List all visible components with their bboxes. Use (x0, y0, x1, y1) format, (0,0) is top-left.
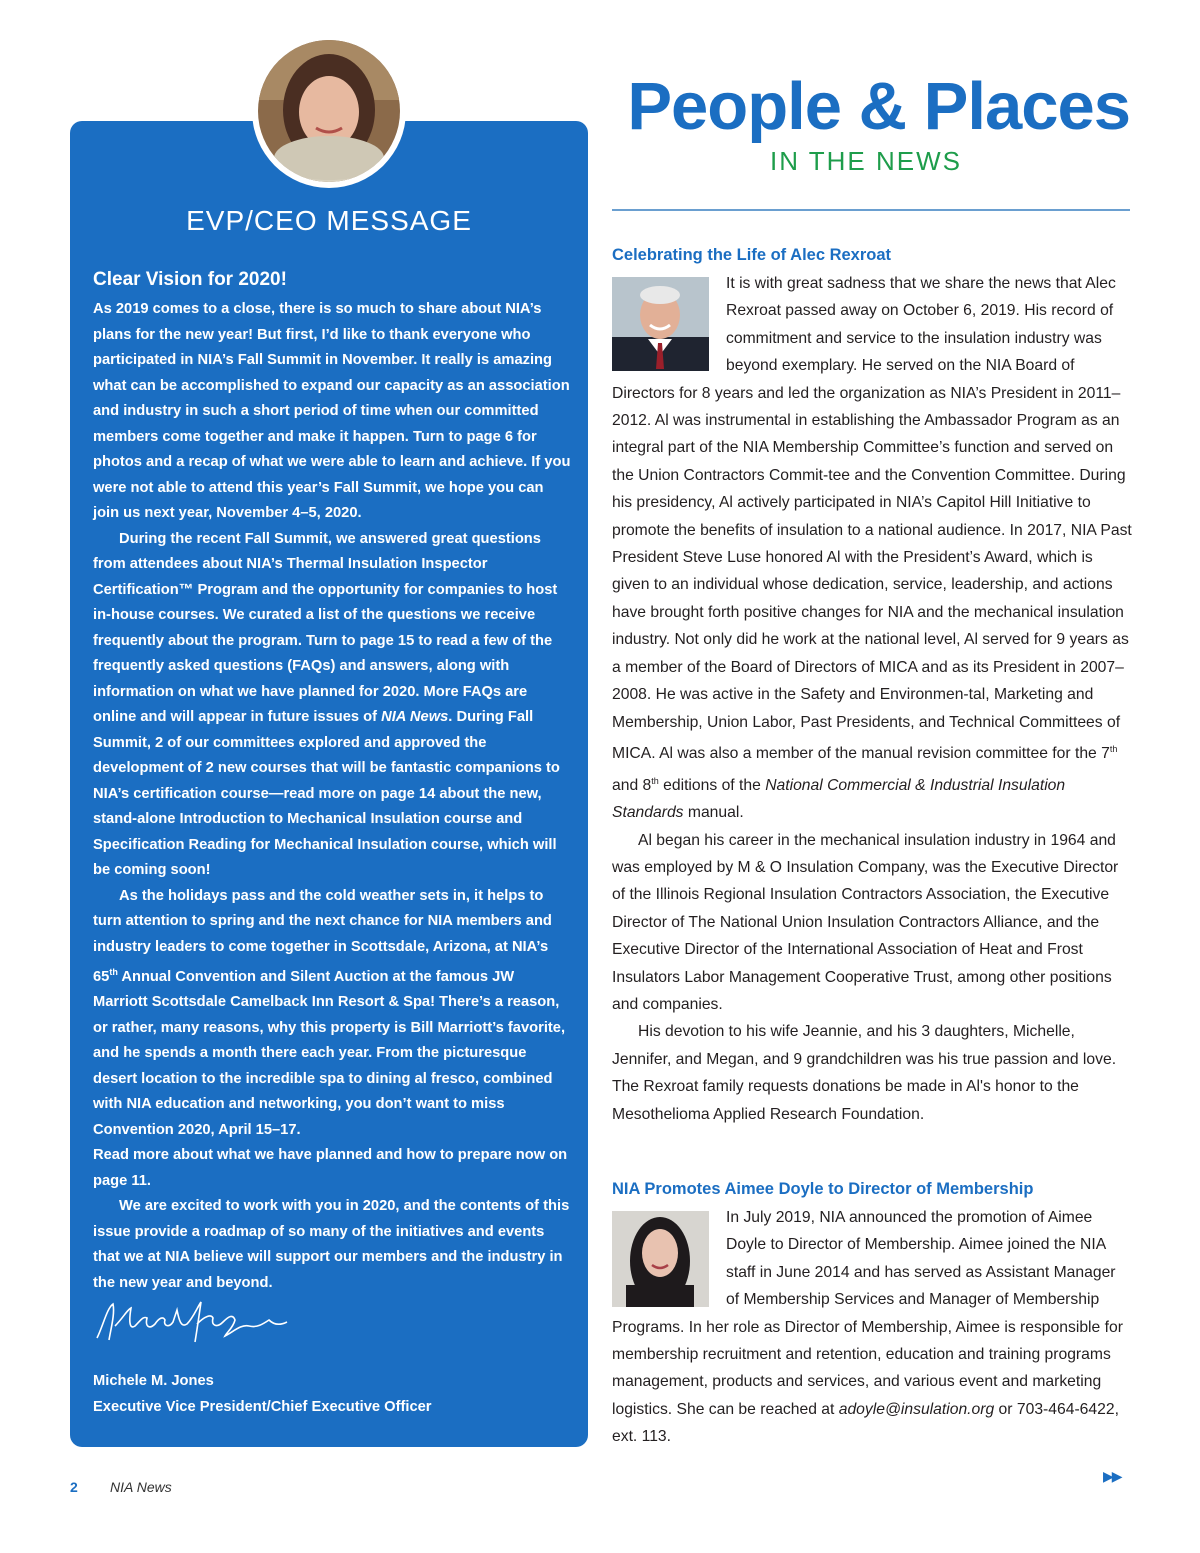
signer-title: Executive Vice President/Chief Executive Officer (93, 1399, 432, 1415)
article-paragraph: Al began his career in the mechanical insulation industry in 1964 and was employed by M & O Insulation Company, was the Executive Director of the Illinois Regional Insulation Contractors Association, the Executive Director of The National Union Insulation Contractors Alliance, and the Executive Director of the International Association of Heat and Frost Insulators Labor Management Cooperative Trust, among other positions and companies. (612, 831, 1119, 1014)
article-body (612, 270, 1132, 1128)
ceo-portrait (252, 34, 406, 188)
publication-name: NIA News (110, 1479, 172, 1495)
article-paragraph: In July 2019, NIA announced the promotion of Aimee Doyle to Director of Membership. Aimee joined the NIA staff in June 2014 and has served as Assistant Manager of Membership Services and Manager of Membership Programs. In her role as Director of Membership, Aimee is responsible for membership recruitment and retention, education and training programs management, products and services, and various event and marketing logistics. She can be reached at adoyle@insulation.org or 703-464-6422, ext. 113. (612, 1209, 1123, 1446)
article-paragraph: It is with great sadness that we share the news that Alec Rexroat passed away on October 6, 2019. His record of commitment and service to the insulation industry was beyond exemplary. He served on the NIA Board of Directors for 8 years and led the organization as NIA’s President in 2011–2012. Al was instrumental in establishing the Ambassador Program as an integral part of the NIA Membership Committee’s function and served on the Union Contractors Commit-tee and the Convention Committee. During his presidency, Al actively participated in NIA’s Capitol Hill Initiative to promote the benefits of insulation to a national audience. In 2017, NIA Past President Steve Luse honored Al with the President’s Award, which is given to an individual whose dedication, service, leadership, and actions have brought forth positive changes for NIA and the mechanical insulation industry. Not only did he work at the national level, Al served for 9 years as a member of the Board of Directors of MICA and as its President in 2007–2008. He was active in the Safety and Environmen-tal, Marketing and Membership, Union Labor, Past Presidents, and Technical Committees of MICA. Al was also a member of the manual revision committee for the 7th and 8th editions of the National Commercial & Industrial Insulation Standards manual. (612, 275, 1132, 822)
handwritten-signature (93, 1296, 293, 1353)
publication-name: NIA News (381, 709, 449, 725)
page-number: 2 (70, 1479, 78, 1495)
message-heading: Clear Vision for 2020! (93, 269, 287, 290)
article-heading: Celebrating the Life of Alec Rexroat (612, 246, 892, 264)
message-paragraph: Read more about what we have planned and how to prepare now on page 11. (93, 1147, 568, 1189)
alec-rexroat-photo (612, 277, 709, 371)
message-paragraph: As the holidays pass and the cold weather sets in, it helps to turn attention to spring and the next chance for NIA members and industry leaders to come together in Scottsdale, Arizona, at NIA’s 65th Annual Convention and Silent Auction at the famous JW Marriott Scottsdale Camelback Inn Resort & Spa! There’s a reason, or rather, many reasons, why this property is Bill Marriott’s favorite, and he spends a month there each year. From the picturesque desert location to the incredible spa to dining al fresco, combined with NIA education and networking, you don’t want to miss Convention 2020, April 15–17. (93, 887, 566, 1138)
message-paragraph: We are excited to work with you in 2020, and the contents of this issue provide a roadmap of so many of the initiatives and events that we at NIA believe will support our members and the industry in the new year and beyond. (93, 1198, 570, 1291)
email-link[interactable]: adoyle@insulation.org (838, 1400, 995, 1418)
message-paragraph: As 2019 comes to a close, there is so much to share about NIA’s plans for the new year! But first, I’d like to thank everyone who participated in NIA’s Fall Summit in November. It really is amazing what can be accomplished to expand our capacity as an association and industry in such a short period of time when our committed members come together and make it happen. Turn to page 6 for photos and a recap of what we were able to learn and achieve. If you were not able to attend this year’s Fall Summit, we hope you can join us next year, November 4–5, 2020. (93, 301, 571, 521)
divider (612, 209, 1130, 211)
next-page-arrow-icon[interactable]: ▶▶ (1103, 1468, 1121, 1484)
signer-name: Michele M. Jones (93, 1373, 214, 1389)
page-subtitle: IN THE NEWS (770, 146, 962, 176)
message-paragraph: During the recent Fall Summit, we answered great questions from attendees about NIA’s Thermal Insulation Inspector Certification™ Program and the opportunity for companies to host in-house courses. We curated a list of the questions we receive frequently about the program. Turn to page 15 to read a few of the frequently asked questions (FAQs) and answers, along with information on what we have planned for 2020. More FAQs are online and will appear in future issues of NIA News. During Fall Summit, 2 of our committees explored and approved the development of 2 new courses that will be fantastic companions to NIA’s certification course—read more on page 14 about the new, stand-alone Introduction to Mechanical Insulation course and Specification Reading for Mechanical Insulation course, which will be coming soon! (93, 530, 560, 878)
page-title: People & Places (627, 69, 1130, 144)
publication-title: National Commercial & Industrial Insulation Standards (612, 776, 1066, 822)
article-body (612, 1204, 1132, 1451)
article-paragraph: His devotion to his wife Jeannie, and his 3 daughters, Michelle, Jennifer, and Megan, and 9 grandchildren was his true passion and love. The Rexroat family requests donations be made in Al's honor to the Mesothelioma Applied Research Foundation. (612, 1023, 1117, 1123)
aimee-doyle-photo (612, 1211, 709, 1307)
signature-block (93, 1368, 432, 1420)
message-body (93, 297, 571, 1296)
section-title: EVP/CEO MESSAGE (186, 205, 472, 236)
article-heading: NIA Promotes Aimee Doyle to Director of Membership (612, 1180, 1034, 1198)
